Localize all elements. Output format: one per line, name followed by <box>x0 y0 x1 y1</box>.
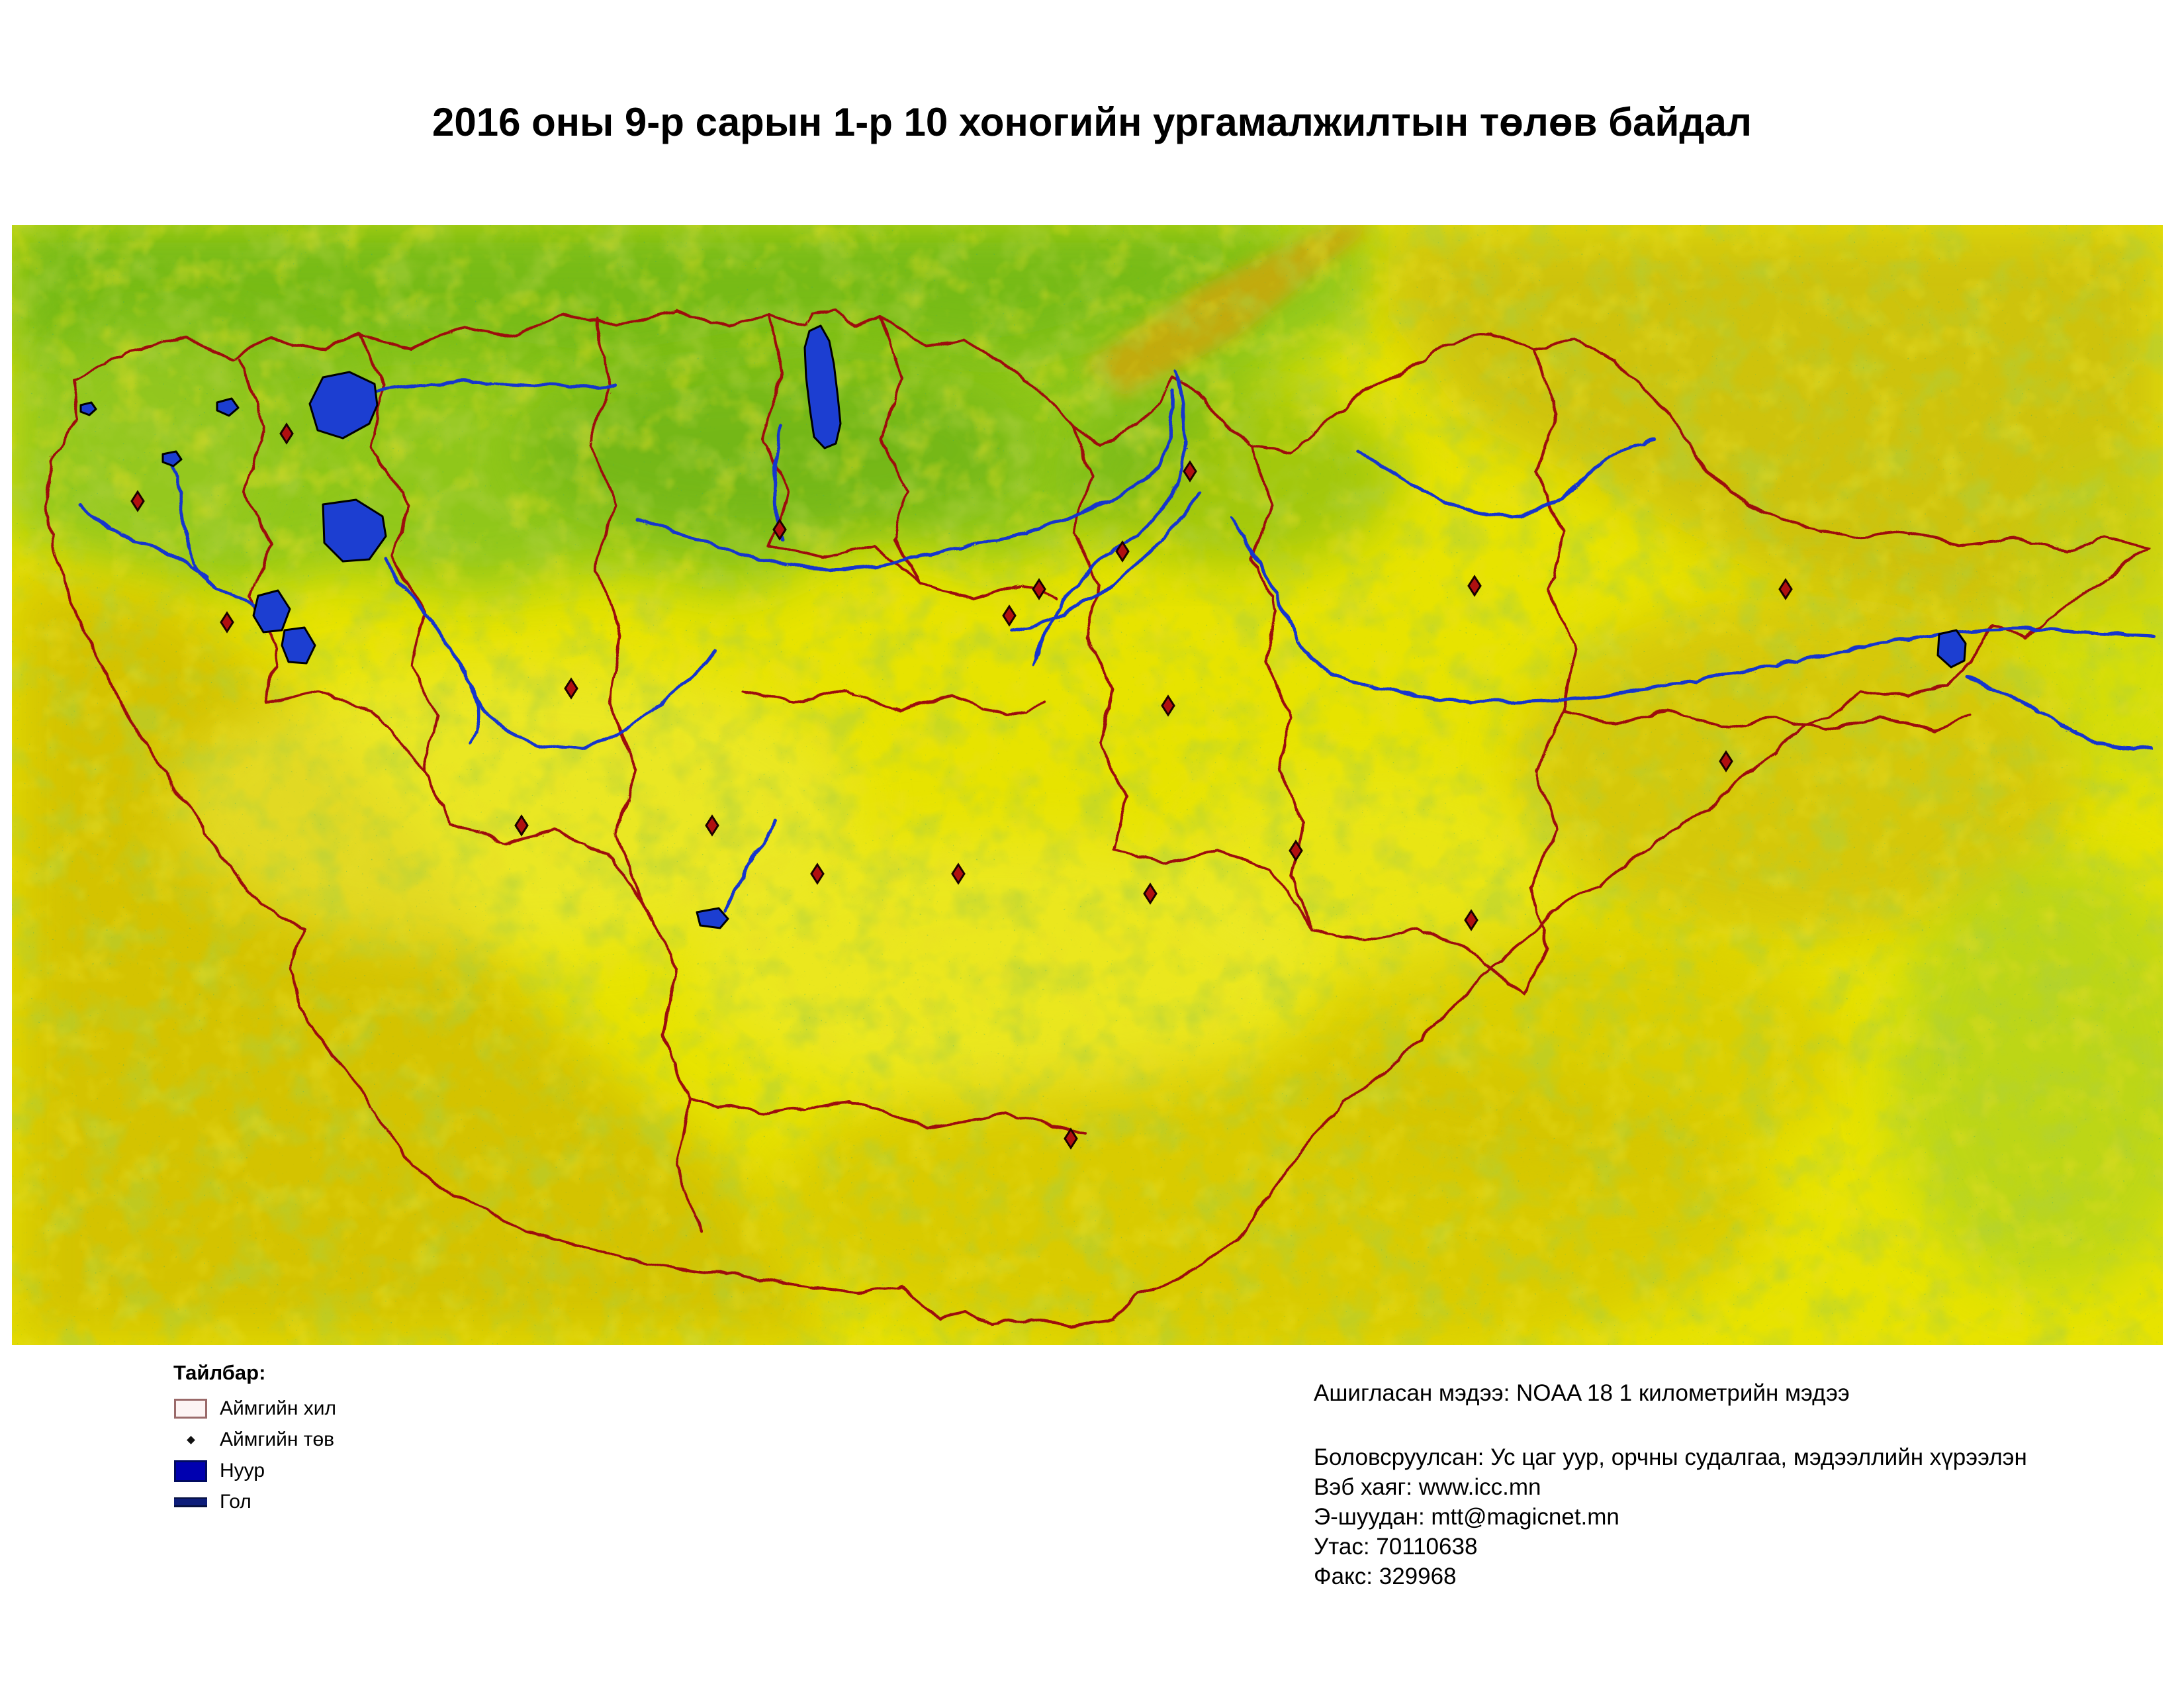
legend-label: Нуур <box>220 1460 265 1481</box>
province-border-swatch-icon <box>174 1399 207 1419</box>
credits-line: Э-шуудан: mtt@magicnet.mn <box>1314 1504 1619 1530</box>
data-source-line: Ашигласан мэдээ: NOAA 18 1 километрийн мэдээ <box>1314 1380 1850 1406</box>
legend-item-province-center <box>173 1428 451 1452</box>
legend-item-lake <box>173 1459 451 1483</box>
vegetation-map-image <box>12 225 2163 1345</box>
province-center-dot-icon <box>187 1436 195 1444</box>
legend <box>173 1361 451 1521</box>
legend-item-province-border <box>173 1397 451 1421</box>
legend-heading: Тайлбар: <box>173 1361 266 1384</box>
map-svg <box>12 225 2163 1345</box>
legend-label: Гол <box>220 1491 251 1513</box>
legend-label: Аймгийн төв <box>220 1429 335 1450</box>
credits-line: Утас: 70110638 <box>1314 1534 1478 1560</box>
legend-label: Аймгийн хил <box>220 1397 337 1419</box>
lake-swatch-icon <box>174 1460 207 1482</box>
river-line-icon <box>174 1497 207 1507</box>
credits-block <box>1314 1378 2174 1591</box>
page-title: 2016 оны 9-р сарын 1-р 10 хоногийн ургамалжилтын төлөв байдал <box>432 100 1752 144</box>
credits-line: Вэб хаяг: www.icc.mn <box>1314 1474 1541 1500</box>
legend-item-river <box>173 1490 451 1514</box>
credits-line: Факс: 329968 <box>1314 1564 1457 1589</box>
credits-line: Боловсруулсан: Ус цаг уур, орчны судалгаа, мэдээллийн хүрээлэн <box>1314 1444 2027 1470</box>
